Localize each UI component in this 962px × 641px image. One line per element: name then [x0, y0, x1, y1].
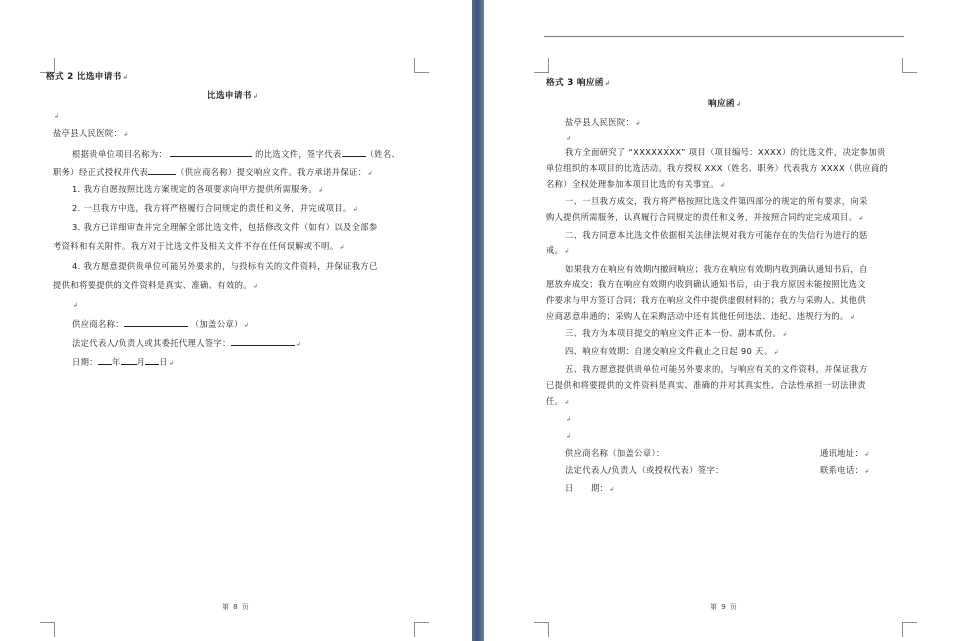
representative-signature-line: 法定代表人/负责人（或授权代表）签字： — [565, 465, 724, 475]
crop-mark-bottom-left — [534, 622, 549, 637]
paragraph-line: 名称）全权处理参加本项目比选的有关事宜。↲ — [546, 179, 726, 189]
list-item: 提供和将要提供的文件资料是真实、准确、有效的。↲ — [53, 280, 259, 290]
paragraph-line: 三、我方为本项目提交的响应文件正本一份、副本贰份。↲ — [565, 328, 788, 338]
page-gutter — [472, 0, 484, 641]
supplier-signature-line: 供应商名称： （加盖公章）↲ — [72, 319, 250, 329]
paragraph-line: 应商恶意串通的；采购人在采购活动中还有其他任何违法、违纪、违规行为的。↲ — [546, 311, 856, 321]
page-number: 第 8 页 — [222, 603, 250, 611]
document-title: 响应函↲ — [708, 99, 742, 109]
list-item: 3. 我方已详细审查并完全理解全部比选文件，包括修改文件（如有）以及全部参 — [72, 222, 378, 232]
paragraph-line: 购人提供所需服务，认真履行合同规定的责任和义务，并按照合同约定完成项目。↲ — [546, 212, 864, 222]
salutation: 盐亭县人民医院：↲ — [565, 117, 641, 127]
salutation: 盐亭县人民医院：↲ — [53, 128, 129, 138]
paragraph-line: 如果我方在响应有效期内撤回响应；我方在响应有效期内收到确认通知书后，自 — [565, 264, 868, 274]
paragraph-line: 件要求与甲方签订合同；我方在响应文件中提供虚假材料的；我方与采购人、其他供 — [546, 295, 866, 305]
crop-mark-bottom-left — [40, 622, 55, 637]
list-item: 2. 一旦我方中选，我方将严格履行合同规定的责任和义务，并完成项目。↲ — [72, 203, 359, 213]
paragraph-line: 五、我方愿意提供贵单位可能另外要求的，与响应有关的文件资料，并保证我方 — [565, 364, 868, 374]
crop-mark-top-right — [902, 58, 917, 73]
paragraph-line: 任。↲ — [546, 396, 570, 406]
paragraph-line: 根据贵单位项目名称为： 的比选文件，签字代表 （姓名、 — [72, 149, 401, 159]
phone-label: 联系电话：↲ — [820, 465, 870, 475]
paragraph-line: 我方全面研究了 “XXXXXXXX” 项目（项目编号：XXXX）的比选文件，决定参加贵 — [565, 147, 886, 157]
paragraph-line: 四、响应有效期：自递交响应文件截止之日起 90 天。↲ — [565, 346, 779, 356]
paragraph-line: 二、我方同意本比选文件依据相关法律法规对我方可能存在的失信行为进行的惩 — [565, 230, 868, 240]
date-line: 日 期：↲ — [565, 483, 615, 493]
list-item: 考资料和有关附件。我方对于比选文件及相关文件不存在任何误解或不明。↲ — [53, 241, 345, 251]
document-title: 比选申请书↲ — [207, 91, 259, 101]
paragraph-line: 一、一旦我方成交，我方将严格按照比选文件第四部分的规定的所有要求，向采 — [565, 196, 868, 206]
section-heading: 格式 3 响应函↲ — [546, 78, 611, 88]
header-rule — [544, 36, 904, 37]
supplier-signature-line: 供应商名称（加盖公章）： — [565, 448, 665, 458]
paragraph-line: 戒。↲ — [546, 245, 570, 255]
paragraph-line: 愿放弃成交；我方在响应有效期内收到确认通知书后，由于我方原因未能按照比选文 — [546, 279, 866, 289]
crop-mark-top-right — [414, 58, 429, 73]
crop-mark-bottom-right — [414, 622, 429, 637]
crop-mark-bottom-right — [902, 622, 917, 637]
address-label: 通讯地址：↲ — [820, 448, 870, 458]
list-item: 4. 我方愿意提供贵单位可能另外要求的，与投标有关的文件资料，并保证我方已 — [72, 261, 378, 271]
paragraph-line: 职务）经正式授权并代表 （供应商名称）提交响应文件。我方承诺并保证：↲ — [53, 167, 373, 177]
section-heading: 格式 2 比选申请书↲ — [46, 72, 129, 82]
document-page-8: 格式 2 比选申请书↲ 比选申请书↲ ↲ 盐亭县人民医院：↲ 根据贵单位项目名称为： 的比选文件，签字代表 （姓名、 职务）经正式授权并代表 （供应商名称）提交响应文件。我方承诺并保证：↲ 1. 我方自愿按照比选方案规定的各项要求向甲方提供所需服务。↲ 2. 一旦我方中选，我方将严格履行合同规定的责任和义务，并完成项目。↲ 3. 我方已详细审查并完全理解全部比选文件，包括修改文件（如有）以及全部参 考资料和有关附件。我方对于比选文件及相关文件不存在任何误解或不明。↲ 4. 我方愿意提供贵单位可能另外要求的，与投标有关的文件资料，并保证我方已 提供和将要提供的文件资料是真实、准确、有效的。↲ ↲ 供应商名称： （加盖公章）↲ 法定代表人/负责人或其委托代理人签字： ↲ 日期： 年 月 日↲ 第 8 页 — [0, 0, 472, 641]
crop-mark-top-left — [40, 58, 55, 73]
list-item: 1. 我方自愿按照比选方案规定的各项要求向甲方提供所需服务。↲ — [72, 184, 324, 194]
crop-mark-top-left — [534, 58, 549, 73]
page-number: 第 9 页 — [710, 603, 738, 611]
representative-signature-line: 法定代表人/负责人或其委托代理人签字： ↲ — [72, 338, 302, 348]
paragraph-line: 单位组织的本项目的比选活动。我方授权 XXX（姓名、职务）代表我方 XXXX（供应商的 — [546, 163, 889, 173]
paragraph-line: 已提供和将要提供的文件资料是真实、准确的并对其真实性、合法性承担一切法律责 — [546, 380, 866, 390]
document-page-9: 格式 3 响应函↲ 响应函↲ 盐亭县人民医院：↲ ↲ 我方全面研究了 “XXXXXXXX” 项目（项目编号：XXXX）的比选文件，决定参加贵 单位组织的本项目的比选活动。我方授权 XXX（姓名、职务）代表我方 XXXX（供应商的 名称）全权处理参加本项目比选的有关事宜。↲ 一、一旦我方成交，我方将严格按照比选文件第四部分的规定的所有要求，向采 购人提供所需服务，认真履行合同规定的责任和义务，并按照合同约定完成项目。↲ 二、我方同意本比选文件依据相关法律法规对我方可能存在的失信行为进行的惩 戒。↲ 如果我方在响应有效期内撤回响应；我方在响应有效期内收到确认通知书后，自 愿放弃成交；我方在响应有效期内收到确认通知书后，由于我方原因未能按照比选文 件要求与甲方签订合同；我方在响应文件中提供虚假材料的；我方与采购人、其他供 应商恶意串通的；采购人在采购活动中还有其他任何违法、违纪、违规行为的。↲ 三、我方为本项目提交的响应文件正本一份、副本贰份。↲ 四、响应有效期：自递交响应文件截止之日起 90 天。↲ 五、我方愿意提供贵单位可能另外要求的，与响应有关的文件资料，并保证我方 已提供和将要提供的文件资料是真实、准确的并对其真实性、合法性承担一切法律责 任。↲ ↲ ↲ 供应商名称（加盖公章）： 通讯地址：↲ 法定代表人/负责人（或授权代表）签字： 联系电话：↲ 日 期：↲ 第 9 页 — [484, 0, 962, 641]
date-line: 日期： 年 月 日↲ — [72, 357, 175, 367]
